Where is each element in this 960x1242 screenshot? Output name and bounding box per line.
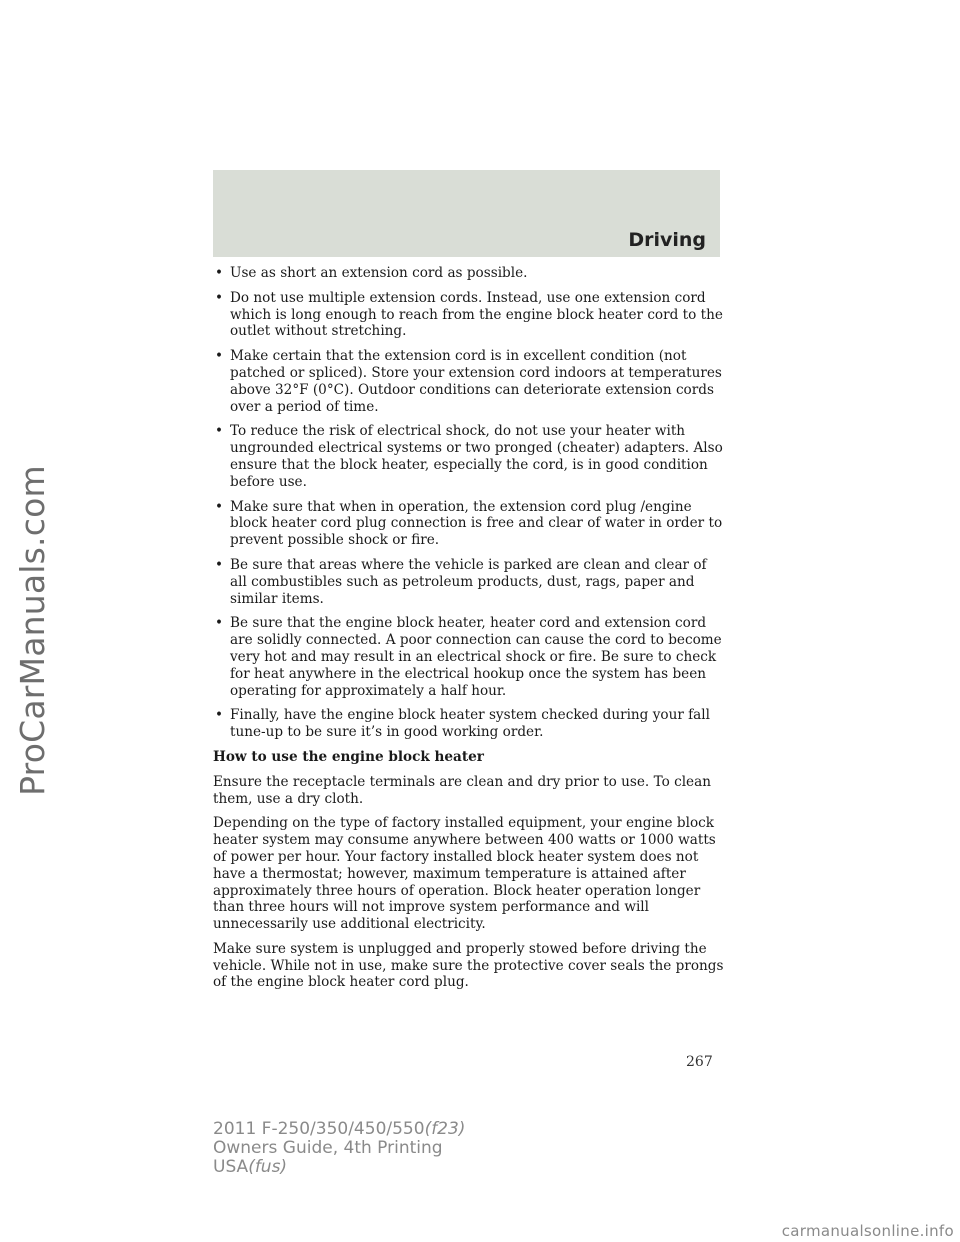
footer-line-guide: Owners Guide, 4th Printing xyxy=(213,1138,443,1158)
section-header xyxy=(213,170,720,257)
bullet-dot-icon: • xyxy=(215,423,224,440)
bullet-dot-icon: • xyxy=(215,289,224,306)
footer-model-code: (f23) xyxy=(424,1119,466,1139)
bullet-item xyxy=(213,423,725,490)
bullet-text: Be sure that areas where the vehicle is parked are clean and clear of all combustibles such as petroleum products, dust, rags, paper and similar items. xyxy=(230,556,707,607)
bullet-dot-icon: • xyxy=(215,265,224,281)
bullet-text: Make sure that when in operation, the extension cord plug /engine block heater cord plug connection is free and clear of water in order to prevent possible shock or fire. xyxy=(230,498,723,549)
bullet-text: Make certain that the extension cord is in excellent condition (not patched or spliced). Store your extension cord indoors at temperatures above 32°F (0°C). Outdoor conditions can deteriorate extension cords over a period of time. xyxy=(230,348,722,415)
bullet-text: Use as short an extension cord as possible. xyxy=(230,265,528,281)
bullet-item xyxy=(213,290,725,340)
bullet-text: Finally, have the engine block heater system checked during your fall tune-up to be sure it’s in good working order. xyxy=(230,707,710,741)
bullet-text: Be sure that the engine block heater, heater cord and extension cord are solidly connected. A poor connection can cause the cord to become very hot and may result in an electrical shock or fire. Be sure to check for heat anywhere in the electrical hookup once the system has been operating for approximately a half hour. xyxy=(230,615,722,699)
paragraph: Depending on the type of factory installed equipment, your engine block heater system may consume anywhere between 400 watts or 1000 watts of power per hour. Your factory installed block heater system does not have a thermostat; however, maximum temperature is attained after approximately three hours of operation. Block heater operation longer than three hours will not improve system performance and will unnecessarily use additional electricity. xyxy=(213,815,716,933)
bullet-text: To reduce the risk of electrical shock, do not use your heater with ungrounded electrical systems or two pronged (cheater) adapters. Also ensure that the block heater, especially the cord, is in good condition before use. xyxy=(230,423,723,490)
section-title: Driving xyxy=(628,229,706,251)
page-content xyxy=(213,265,725,999)
bullet-dot-icon: • xyxy=(215,556,224,573)
side-watermark xyxy=(2,400,62,860)
footer-market-code: (fus) xyxy=(248,1157,288,1177)
bullet-dot-icon: • xyxy=(215,707,224,724)
bullet-dot-icon: • xyxy=(215,615,224,632)
bullet-dot-icon: • xyxy=(215,498,224,515)
bullet-item xyxy=(213,615,725,699)
side-watermark-text: ProCarManuals.com xyxy=(12,464,52,796)
bullet-item xyxy=(213,348,725,415)
document-footer xyxy=(213,1120,465,1177)
bottom-watermark: carmanualsonline.info xyxy=(781,1222,954,1240)
bullet-dot-icon: • xyxy=(215,348,224,365)
paragraph: Ensure the receptacle terminals are clean and dry prior to use. To clean them, use a dry cloth. xyxy=(213,773,711,807)
footer-line-model xyxy=(213,1120,465,1139)
page-number: 267 xyxy=(686,1054,713,1070)
subheading: How to use the engine block heater xyxy=(213,748,484,765)
bullet-item xyxy=(213,707,725,741)
footer-line-market xyxy=(213,1158,465,1177)
paragraph: Make sure system is unplugged and properly stowed before driving the vehicle. While not in use, make sure the protective cover seals the prongs of the engine block heater cord plug. xyxy=(213,940,724,991)
bullet-item xyxy=(213,265,725,282)
bullet-item xyxy=(213,557,725,607)
bullet-item xyxy=(213,499,725,549)
footer-market: USA xyxy=(213,1157,249,1177)
bullet-text: Do not use multiple extension cords. Instead, use one extension cord which is long enough to reach from the engine block heater cord to the outlet without stretching. xyxy=(230,289,723,340)
footer-model: 2011 F-250/350/450/550 xyxy=(213,1119,425,1139)
